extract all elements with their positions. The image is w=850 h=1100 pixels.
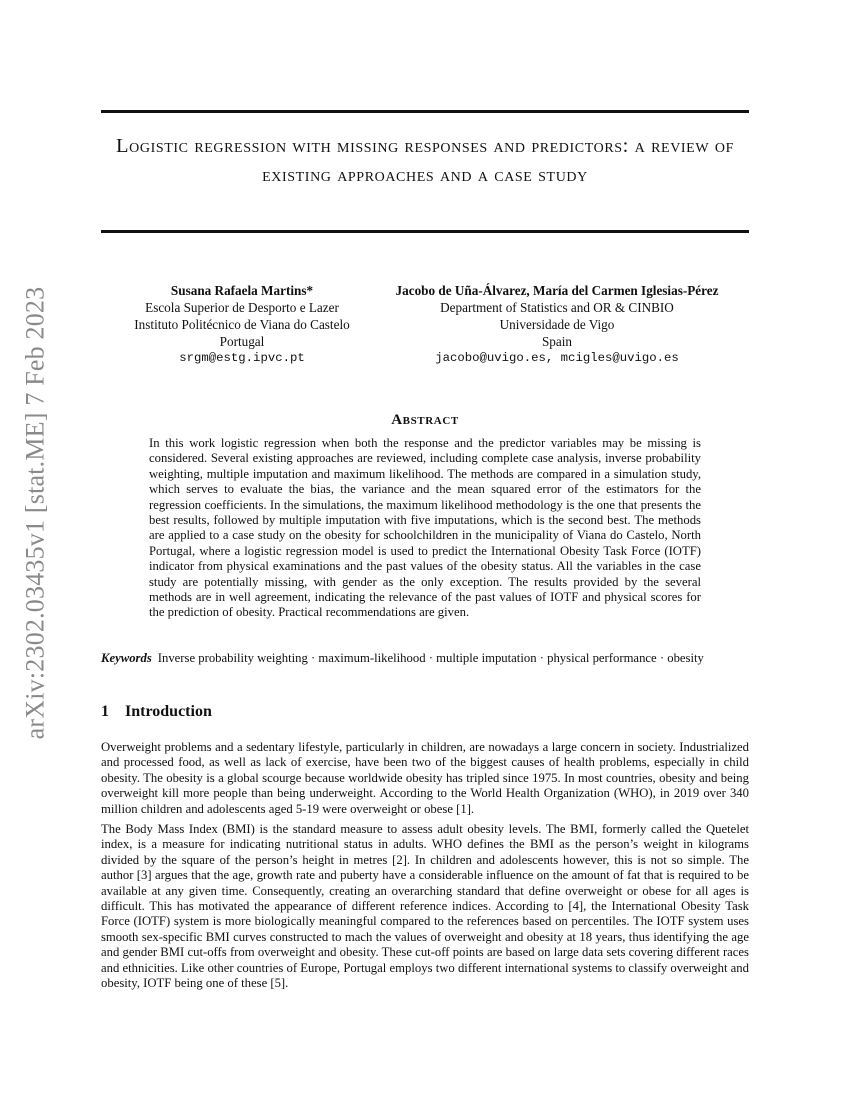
author-block-1	[118, 282, 366, 367]
author-block-2	[380, 282, 734, 367]
author-affiliation-line: Instituto Politécnico de Viana do Castelo	[134, 317, 350, 332]
title-top-rule	[101, 110, 749, 113]
author-affiliation-line: Department of Statistics and OR & CINBIO	[440, 300, 674, 315]
author-affiliation-line: Escola Superior de Desporto e Lazer	[145, 300, 339, 315]
keywords-label: Keywords	[101, 651, 152, 665]
title-bottom-rule	[101, 230, 749, 233]
keywords	[101, 651, 749, 666]
author-affiliation-line: Portugal	[219, 334, 265, 349]
abstract-heading: Abstract	[391, 412, 459, 428]
section-heading-introduction	[101, 703, 212, 721]
author-affiliation-line: Universidade de Vigo	[499, 317, 615, 332]
intro-paragraph-1: Overweight problems and a sedentary lifestyle, particularly in children, are nowadays a large concern in society. Industrialized and processed food, as well as lack of exercise, have been two of the biggest causes of health problems, especially in child obesity. The obesity is a global scourge because worldwide obesity has tripled since 1975. In most countries, obesity and being overweight kill more people than being underweight. According to the World Health Organization (WHO), in 2019 over 340 million children and adolescents aged 5-19 were overweight or obese [1].	[101, 740, 749, 816]
keywords-text: Inverse probability weighting · maximum-likelihood · multiple imputation · physical performance · obesity	[157, 651, 704, 665]
author-name: Susana Rafaela Martins*	[170, 283, 314, 298]
arxiv-identifier-stamp	[10, 263, 60, 763]
paper-title: Logistic regression with missing responses and predictors: a review of existing approaches and a case study	[116, 135, 734, 186]
author-email[interactable]: jacobo@uvigo.es, mcigles@uvigo.es	[435, 351, 679, 365]
section-title: Introduction	[125, 703, 212, 720]
intro-paragraph-2: The Body Mass Index (BMI) is the standard measure to assess adult obesity levels. The BMI, formerly called the Quetelet index, is a measure for indicating nutritional status in adults. WHO defines the BMI as the person’s weight in kilograms divided by the square of the person’s height in metres [2]. In children and adolescents however, this is not so simple. The author [3] argues that the age, growth rate and puberty have a considerable influence on the amount of fat that is required to be available at any given time. Consequently, creating an overarching standard that define overweight or obese for all ages is difficult. This has motivated the appearance of different reference indices. According to [4], the International Obesity Task Force (IOTF) system is more biologically meaningful compared to the references based on percentiles. The IOTF system uses smooth sex-specific BMI curves constructed to mach the values of overweight and obesity at 18 years, thus identifying the age and gender BMI cut-offs from overweight and obesity. These cut-off points are based on large data sets covering different races and ethnicities. Like other countries of Europe, Portugal employs two different international systems to classify overweight and obesity, IOTF being one of these [5].	[101, 822, 749, 991]
section-number: 1	[101, 703, 109, 720]
abstract-text: In this work logistic regression when both the response and the predictor variables may be missing is considered. Several existing approaches are reviewed, including complete case analysis, inverse probability weighting, multiple imputation and maximum likelihood. The methods are compared in a simulation study, which serves to evaluate the bias, the variance and the mean squared error of the estimators for the regression coefficients. In the simulations, the maximum likelihood methodology is the one that presents the best results, followed by multiple imputation with five imputations, which is the second best. The methods are applied to a case study on the obesity for schoolchildren in the municipality of Viana do Castelo, North Portugal, where a logistic regression model is used to predict the International Obesity Task Force (IOTF) indicator from physical examinations and the past values of the obesity status. All the variables in the case study are potentially missing, with gender as the only exception. The results provided by the several methods are in well agreement, indicating the relevance of the past values of IOTF and physical scores for the prediction of obesity. Practical recommendations are given.	[149, 436, 701, 620]
arxiv-identifier-text: arXiv:2302.03435v1 [stat.ME] 7 Feb 2023	[20, 286, 49, 740]
author-affiliation-line: Spain	[541, 334, 573, 349]
author-name: Jacobo de Uña-Álvarez, María del Carmen Iglesias-Pérez	[395, 283, 719, 298]
author-email[interactable]: srgm@estg.ipvc.pt	[179, 351, 305, 365]
